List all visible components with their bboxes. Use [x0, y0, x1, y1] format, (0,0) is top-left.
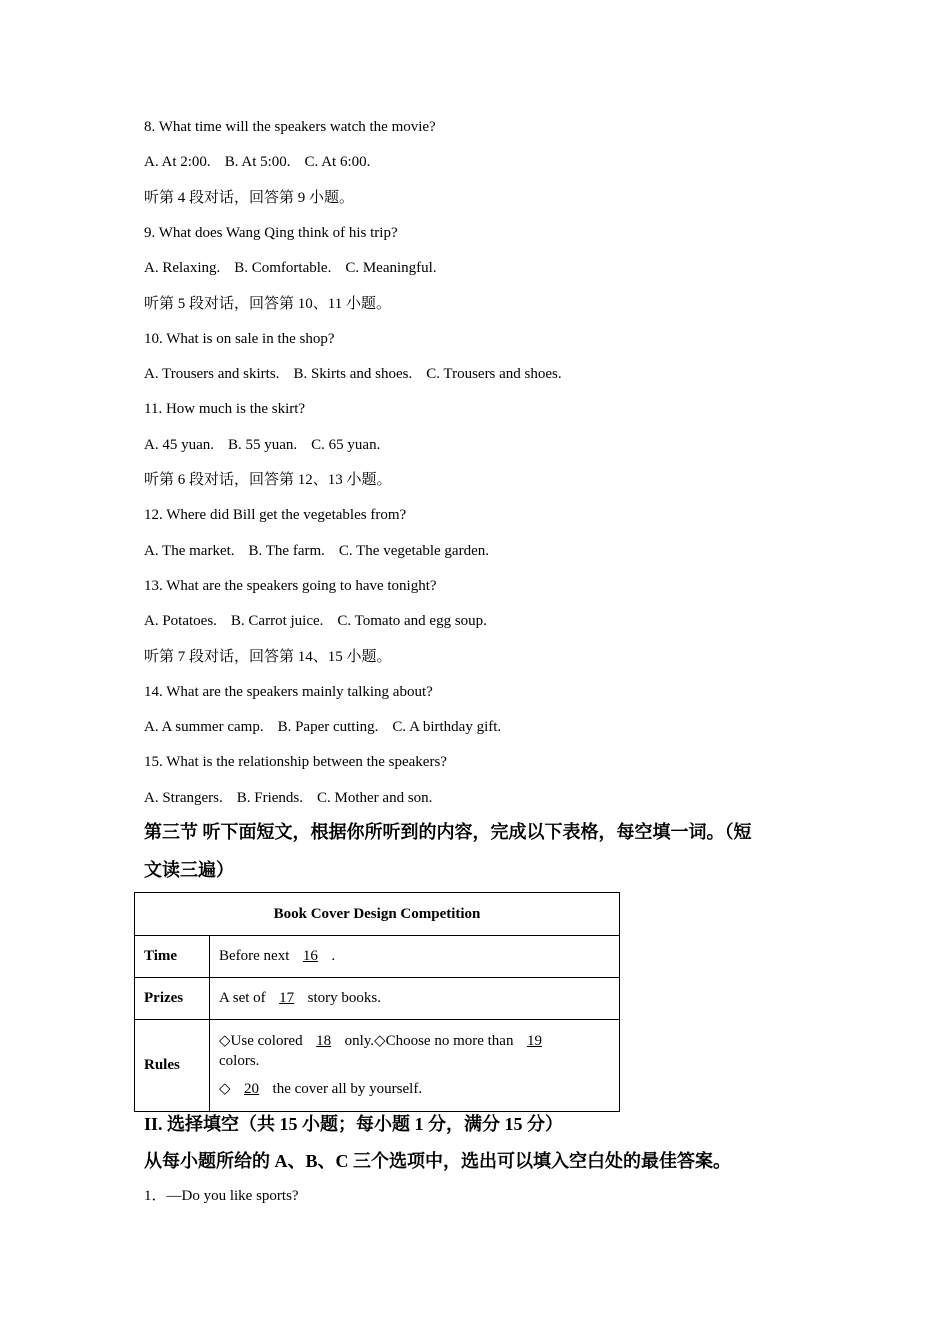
- answer-options: [144, 788, 446, 808]
- answer-options: [144, 611, 501, 631]
- blank-19: 19: [526, 1032, 542, 1049]
- option-a: A. Strangers.: [144, 790, 223, 806]
- rule-1: [219, 1031, 618, 1071]
- option-b: B. 55 yuan.: [228, 437, 298, 453]
- answer-options: [144, 258, 451, 278]
- section3-heading-line2: 文读三遍）: [144, 860, 234, 880]
- blank-20: 20: [244, 1080, 260, 1097]
- table-title: Book Cover Design Competition: [135, 893, 620, 936]
- option-a: A. 45 yuan.: [144, 437, 214, 453]
- option-b: B. Carrot juice.: [230, 613, 324, 629]
- option-a: A. Potatoes.: [144, 613, 217, 629]
- prizes-value: [210, 978, 620, 1020]
- rule2-post: the cover all by yourself.: [272, 1080, 423, 1097]
- answer-options: [144, 152, 384, 172]
- table-row-prizes: [135, 978, 620, 1020]
- option-a: A. Relaxing.: [144, 260, 221, 276]
- rule1-post: colors.: [219, 1052, 260, 1069]
- option-b: B. Friends.: [236, 790, 304, 806]
- option-a: A. Trousers and skirts.: [144, 366, 280, 382]
- part2-heading: II. 选择填空（共 15 小题；每小题 1 分，满分 15 分）: [144, 1114, 564, 1134]
- rule-2: [219, 1079, 618, 1099]
- prizes-post: story books.: [307, 990, 382, 1006]
- option-b: B. The farm.: [248, 543, 325, 559]
- question-text: 14. What are the speakers mainly talking about?: [144, 684, 433, 700]
- option-c: C. Mother and son.: [317, 790, 433, 806]
- option-a: A. At 2:00.: [144, 154, 211, 170]
- answer-options: [144, 435, 394, 455]
- rule1-mid: only.◇Choose no more than: [344, 1032, 514, 1049]
- question-text: 10. What is on sale in the shop?: [144, 331, 335, 347]
- option-b: B. Paper cutting.: [277, 719, 379, 735]
- option-c: C. At 6:00.: [304, 154, 371, 170]
- dialogue-note: 听第 5 段对话，回答第 10、11 小题。: [144, 296, 391, 312]
- answer-options: [144, 717, 515, 737]
- option-b: B. At 5:00.: [224, 154, 291, 170]
- time-pre: Before next: [219, 948, 290, 964]
- section3-heading-line1: 第三节 听下面短文，根据你所听到的内容，完成以下表格，每空填一词。（短: [144, 822, 752, 842]
- question-text: 9. What does Wang Qing think of his trip?: [144, 225, 398, 241]
- question-text: 13. What are the speakers going to have tonight?: [144, 578, 437, 594]
- question-text: 15. What is the relationship between the speakers?: [144, 754, 447, 770]
- question-text: 12. Where did Bill get the vegetables from?: [144, 507, 407, 523]
- rule1-pre: ◇Use colored: [219, 1032, 303, 1049]
- option-c: C. 65 yuan.: [311, 437, 381, 453]
- dialogue-note: 听第 4 段对话，回答第 9 小题。: [144, 190, 355, 206]
- answer-options: [144, 541, 503, 561]
- time-label: Time: [135, 936, 210, 978]
- rules-value: [210, 1020, 620, 1112]
- part2-instruction: 从每小题所给的 A、B、C 三个选项中，选出可以填入空白处的最佳答案。: [144, 1151, 732, 1171]
- prizes-label: Prizes: [135, 978, 210, 1020]
- question-text: 11. How much is the skirt?: [144, 401, 306, 417]
- question-text: 8. What time will the speakers watch the movie?: [144, 119, 436, 135]
- rules-label: Rules: [135, 1020, 210, 1112]
- option-b: B. Skirts and shoes.: [293, 366, 413, 382]
- option-a: A. The market.: [144, 543, 235, 559]
- blank-17: 17: [279, 990, 295, 1006]
- blank-16: 16: [302, 948, 318, 964]
- table-row-time: [135, 936, 620, 978]
- table-row-rules: [135, 1020, 620, 1112]
- competition-table: [134, 892, 620, 1112]
- dialogue-note: 听第 7 段对话，回答第 14、15 小题。: [144, 649, 392, 665]
- answer-options: [144, 364, 576, 384]
- part2-question-1: 1．—Do you like sports?: [144, 1188, 299, 1204]
- option-c: C. Trousers and shoes.: [426, 366, 562, 382]
- dialogue-note: 听第 6 段对话，回答第 12、13 小题。: [144, 472, 392, 488]
- prizes-pre: A set of: [219, 990, 266, 1006]
- blank-18: 18: [316, 1032, 332, 1049]
- option-b: B. Comfortable.: [234, 260, 332, 276]
- time-post: .: [331, 948, 336, 964]
- table-title-row: [135, 893, 620, 936]
- option-c: C. The vegetable garden.: [338, 543, 489, 559]
- option-c: C. Meaningful.: [345, 260, 437, 276]
- time-value: [210, 936, 620, 978]
- option-c: C. Tomato and egg soup.: [337, 613, 487, 629]
- option-c: C. A birthday gift.: [392, 719, 502, 735]
- rule2-pre: ◇: [219, 1080, 231, 1097]
- option-a: A. A summer camp.: [144, 719, 264, 735]
